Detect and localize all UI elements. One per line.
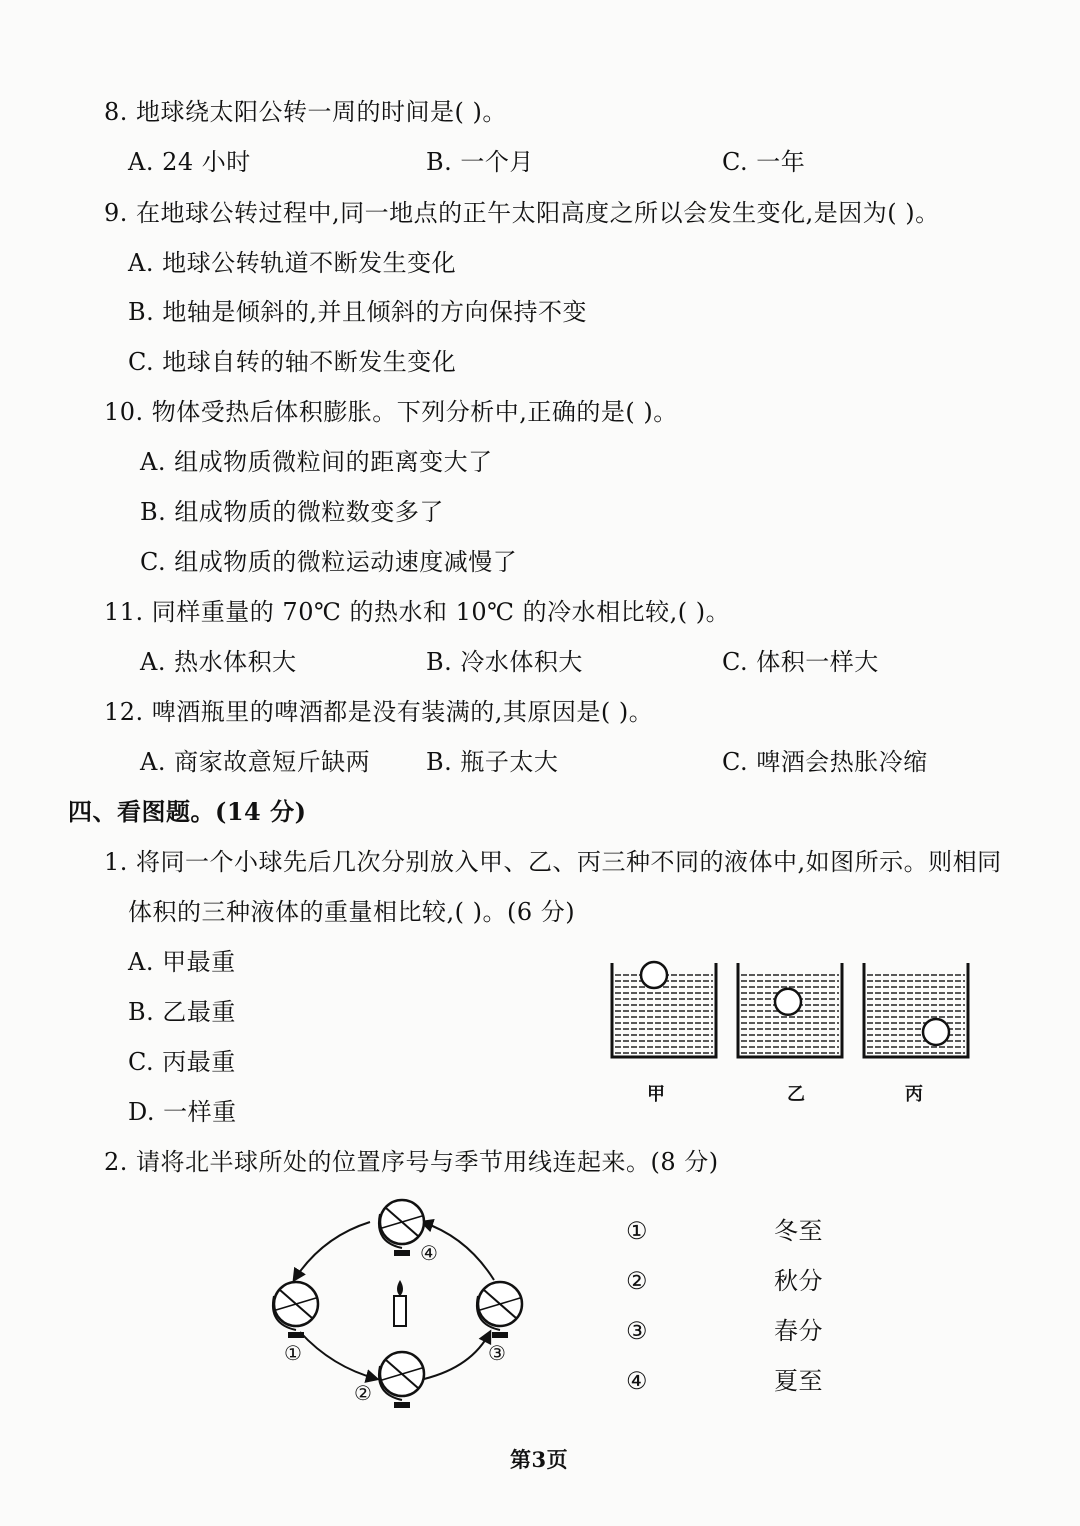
orbit-arrow-4-to-1 bbox=[294, 1222, 370, 1280]
globe-icon-3 bbox=[477, 1282, 522, 1338]
q10-option-a: A. 组成物质微粒间的距离变大了 bbox=[140, 448, 493, 476]
match-left-2: ② bbox=[626, 1267, 649, 1295]
beaker-bing bbox=[864, 963, 968, 1057]
q11-stem: 11. 同样重量的 70℃ 的热水和 10℃ 的冷水相比较,( )。 bbox=[104, 598, 731, 626]
q8-stem: 8. 地球绕太阳公转一周的时间是( )。 bbox=[104, 98, 507, 126]
candle-icon bbox=[394, 1280, 406, 1326]
orbit-arrow-1-to-2 bbox=[300, 1332, 377, 1379]
p1-option-a: A. 甲最重 bbox=[128, 948, 236, 976]
orbit-label-3: ③ bbox=[488, 1341, 507, 1365]
ball-jia bbox=[641, 962, 667, 988]
q12-option-a: A. 商家故意短斤缺两 bbox=[140, 748, 371, 776]
beaker-yi bbox=[738, 963, 842, 1057]
match-right-3: 春分 bbox=[774, 1317, 823, 1345]
beaker-label-jia: 甲 bbox=[647, 1084, 666, 1105]
q8-option-b: B. 一个月 bbox=[426, 148, 534, 176]
q8-option-c: C. 一年 bbox=[722, 148, 806, 176]
orbit-label-2: ② bbox=[354, 1381, 373, 1405]
orbit-arrow-2-to-3 bbox=[424, 1332, 490, 1379]
ball-bing bbox=[923, 1019, 949, 1045]
q12-option-b: B. 瓶子太大 bbox=[426, 748, 559, 776]
q10-option-c: C. 组成物质的微粒运动速度减慢了 bbox=[140, 548, 518, 576]
q9-option-c: C. 地球自转的轴不断发生变化 bbox=[128, 348, 457, 376]
beaker-label-yi: 乙 bbox=[787, 1084, 806, 1105]
p1-option-d: D. 一样重 bbox=[128, 1098, 237, 1126]
q8-option-a: A. 24 小时 bbox=[128, 148, 251, 176]
q10-option-b: B. 组成物质的微粒数变多了 bbox=[140, 498, 444, 526]
q11-option-b: B. 冷水体积大 bbox=[426, 648, 583, 676]
p2-stem: 2. 请将北半球所处的位置序号与季节用线连起来。(8 分) bbox=[104, 1148, 719, 1176]
q12-stem: 12. 啤酒瓶里的啤酒都是没有装满的,其原因是( )。 bbox=[104, 698, 654, 726]
q9-stem: 9. 在地球公转过程中,同一地点的正午太阳高度之所以会发生变化,是因为( )。 bbox=[104, 199, 940, 227]
orbit-label-4: ④ bbox=[420, 1241, 439, 1265]
p1-option-b: B. 乙最重 bbox=[128, 998, 236, 1026]
match-right-4: 夏至 bbox=[774, 1367, 823, 1395]
q10-stem: 10. 物体受热后体积膨胀。下列分析中,正确的是( )。 bbox=[104, 398, 678, 426]
section4-heading: 四、看图题。(14 分) bbox=[68, 797, 307, 826]
globe-icon-1 bbox=[273, 1282, 318, 1338]
beaker-label-bing: 丙 bbox=[905, 1084, 924, 1105]
ball-yi bbox=[775, 989, 801, 1015]
match-right-2: 秋分 bbox=[774, 1267, 823, 1295]
beaker-jia bbox=[612, 962, 716, 1057]
orbit-diagram bbox=[262, 1192, 542, 1432]
orbit-label-1: ① bbox=[284, 1341, 303, 1365]
globe-icon-2 bbox=[379, 1352, 424, 1408]
match-right-1: 冬至 bbox=[774, 1217, 823, 1245]
q9-option-a: A. 地球公转轨道不断发生变化 bbox=[128, 249, 457, 277]
match-left-4: ④ bbox=[626, 1367, 649, 1395]
match-left-3: ③ bbox=[626, 1317, 649, 1345]
page-number: 第3页 bbox=[510, 1447, 569, 1472]
q11-option-c: C. 体积一样大 bbox=[722, 648, 879, 676]
p1-stem-line2: 体积的三种液体的重量相比较,( )。(6 分) bbox=[128, 898, 576, 926]
globe-icon-4 bbox=[379, 1200, 424, 1256]
match-left-1: ① bbox=[626, 1217, 649, 1245]
p1-stem-line1: 1. 将同一个小球先后几次分别放入甲、乙、丙三种不同的液体中,如图所示。则相同 bbox=[104, 848, 1002, 876]
p1-option-c: C. 丙最重 bbox=[128, 1048, 236, 1076]
q9-option-b: B. 地轴是倾斜的,并且倾斜的方向保持不变 bbox=[128, 298, 588, 326]
q12-option-c: C. 啤酒会热胀冷缩 bbox=[722, 748, 928, 776]
q11-option-a: A. 热水体积大 bbox=[140, 648, 297, 676]
